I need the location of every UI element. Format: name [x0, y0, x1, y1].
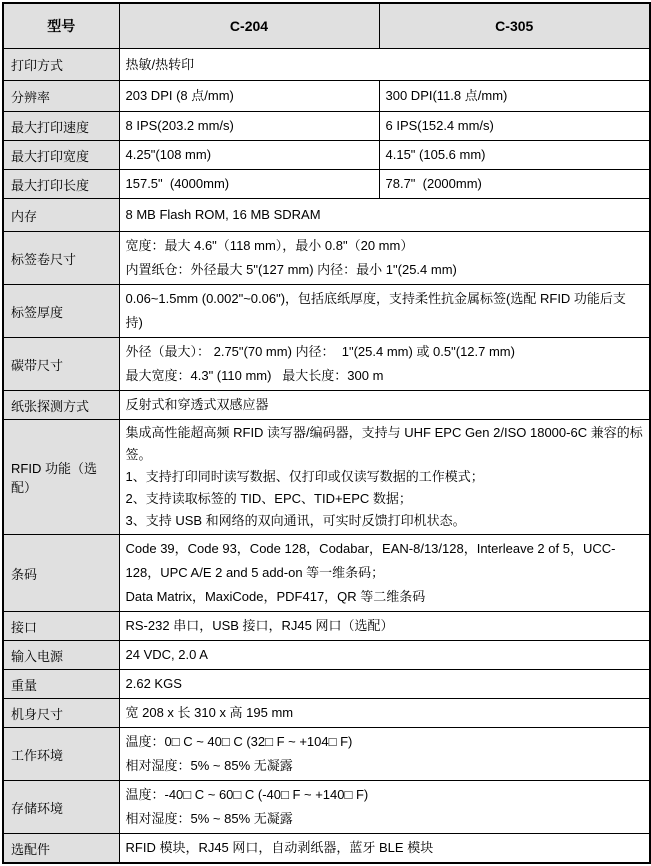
spec-value-line: 157.5" (4000mm): [125, 176, 230, 191]
spec-value: [119, 338, 650, 391]
row-print-method: [3, 49, 650, 81]
spec-value-line: 1、支持打印同时读写数据、仅打印或仅读写数据的工作模式；: [125, 469, 484, 484]
spec-value-line: 温度：-40□ C ~ 60□ C (-40□ F ~ +140□ F): [125, 787, 369, 802]
row-resolution: [3, 81, 650, 112]
row-max-speed: [3, 112, 650, 141]
spec-value-line: 外径（最大）： 2.75"(70 mm) 内径： 1"(25.4 mm) 或 0.5"(12.7 mm): [125, 344, 515, 359]
spec-value-line: 0.06~1.5mm (0.002"~0.06")，包括底纸厚度，支持柔性抗金属标签(选配 RFID 功能后支持): [125, 291, 626, 330]
spec-label: 选配件: [3, 834, 119, 864]
header-c305: C-305: [379, 3, 650, 49]
row-label-thickness: [3, 285, 650, 338]
spec-label: 机身尺寸: [3, 699, 119, 728]
spec-value-line: 相对湿度：5% ~ 85% 无凝露: [125, 811, 293, 826]
spec-value: [119, 641, 650, 670]
spec-value: [119, 420, 650, 535]
spec-label: 条码: [3, 535, 119, 612]
row-paper-sensor: [3, 391, 650, 420]
spec-value-c305: [379, 112, 650, 141]
spec-value-c204: [119, 81, 379, 112]
spec-value: [119, 391, 650, 420]
spec-value-line: 203 DPI (8 点/mm): [125, 88, 234, 103]
spec-value-line: 2.62 KGS: [125, 676, 182, 691]
spec-label: RFID 功能（选配）: [3, 420, 119, 535]
row-storage-environment: [3, 781, 650, 834]
spec-label: 分辨率: [3, 81, 119, 112]
spec-value: [119, 834, 650, 864]
spec-value-line: 反射式和穿透式双感应器: [125, 397, 269, 412]
spec-value-line: 4.15" (105.6 mm): [385, 147, 486, 162]
spec-value-line: RFID 模块，RJ45 网口，自动剥纸器，蓝牙 BLE 模块: [125, 840, 434, 855]
spec-value: [119, 728, 650, 781]
row-optional-accessories: [3, 834, 650, 864]
row-interface: [3, 612, 650, 641]
spec-label: 存储环境: [3, 781, 119, 834]
spec-table: [2, 2, 651, 864]
spec-value: [119, 535, 650, 612]
spec-value: [119, 612, 650, 641]
spec-value-line: 78.7" (2000mm): [385, 176, 482, 191]
row-memory: [3, 199, 650, 232]
spec-value-line: 300 DPI(11.8 点/mm): [385, 88, 508, 103]
spec-value: [119, 670, 650, 699]
spec-value-line: RS-232 串口，USB 接口，RJ45 网口（选配）: [125, 618, 394, 633]
spec-value-line: 内置纸仓：外径最大 5"(127 mm) 内径：最小 1"(25.4 mm): [125, 262, 457, 277]
spec-value-line: 8 IPS(203.2 mm/s): [125, 118, 234, 133]
spec-value-line: 4.25"(108 mm): [125, 147, 212, 162]
spec-value-line: 温度：0□ C ~ 40□ C (32□ F ~ +104□ F): [125, 734, 353, 749]
spec-value-line: 最大宽度：4.3" (110 mm) 最大长度：300 m: [125, 368, 384, 383]
row-rfid-function: [3, 420, 650, 535]
spec-label: 最大打印长度: [3, 170, 119, 199]
spec-label: 标签卷尺寸: [3, 232, 119, 285]
spec-value-c305: [379, 81, 650, 112]
row-max-width: [3, 141, 650, 170]
spec-value: [119, 285, 650, 338]
spec-label: 工作环境: [3, 728, 119, 781]
spec-label: 重量: [3, 670, 119, 699]
spec-value-line: 宽度：最大 4.6"（118 mm），最小 0.8"（20 mm）: [125, 238, 414, 253]
spec-label: 打印方式: [3, 49, 119, 81]
spec-value-line: 集成高性能超高频 RFID 读写器/编码器，支持与 UHF EPC Gen 2/ISO 18000-6C 兼容的标签。: [125, 425, 643, 462]
spec-value-line: 相对湿度：5% ~ 85% 无凝露: [125, 758, 293, 773]
spec-value-c305: [379, 170, 650, 199]
header-row: [3, 3, 650, 49]
spec-value-line: 热敏/热转印: [125, 56, 195, 72]
row-body-dimensions: [3, 699, 650, 728]
spec-label: 输入电源: [3, 641, 119, 670]
spec-value-line: 8 MB Flash ROM, 16 MB SDRAM: [125, 207, 321, 222]
spec-label: 接口: [3, 612, 119, 641]
spec-value-c204: [119, 141, 379, 170]
spec-value-c204: [119, 170, 379, 199]
spec-label: 标签厚度: [3, 285, 119, 338]
spec-label: 最大打印速度: [3, 112, 119, 141]
row-label-roll-size: [3, 232, 650, 285]
spec-value-line: 6 IPS(152.4 mm/s): [385, 118, 494, 133]
spec-value-line: 3、支持 USB 和网络的双向通讯，可实时反馈打印机状态。: [125, 513, 466, 528]
spec-value: [119, 199, 650, 232]
row-max-length: [3, 170, 650, 199]
spec-value: [119, 699, 650, 728]
spec-label: 最大打印宽度: [3, 141, 119, 170]
row-input-power: [3, 641, 650, 670]
spec-value-line: Data Matrix，MaxiCode，PDF417，QR 等二维条码: [125, 589, 426, 604]
spec-value: [119, 781, 650, 834]
spec-label: 碳带尺寸: [3, 338, 119, 391]
row-weight: [3, 670, 650, 699]
header-c204: C-204: [119, 3, 379, 49]
spec-label: 内存: [3, 199, 119, 232]
row-barcode: [3, 535, 650, 612]
spec-value-c305: [379, 141, 650, 170]
row-ribbon-size: [3, 338, 650, 391]
spec-value-line: 宽 208 x 长 310 x 高 195 mm: [125, 705, 294, 720]
spec-value-line: 24 VDC, 2.0 A: [125, 647, 208, 662]
row-operating-environment: [3, 728, 650, 781]
spec-value: [119, 49, 650, 81]
spec-value-c204: [119, 112, 379, 141]
header-model: 型号: [3, 3, 119, 49]
spec-value-line: Code 39，Code 93，Code 128，Codabar，EAN-8/13/128，Interleave 2 of 5，UCC-128，UPC A/E 2 and 5 add-on 等一维条码；: [125, 541, 616, 580]
spec-value: [119, 232, 650, 285]
spec-value-line: 2、支持读取标签的 TID、EPC、TID+EPC 数据；: [125, 491, 412, 506]
spec-label: 纸张探测方式: [3, 391, 119, 420]
